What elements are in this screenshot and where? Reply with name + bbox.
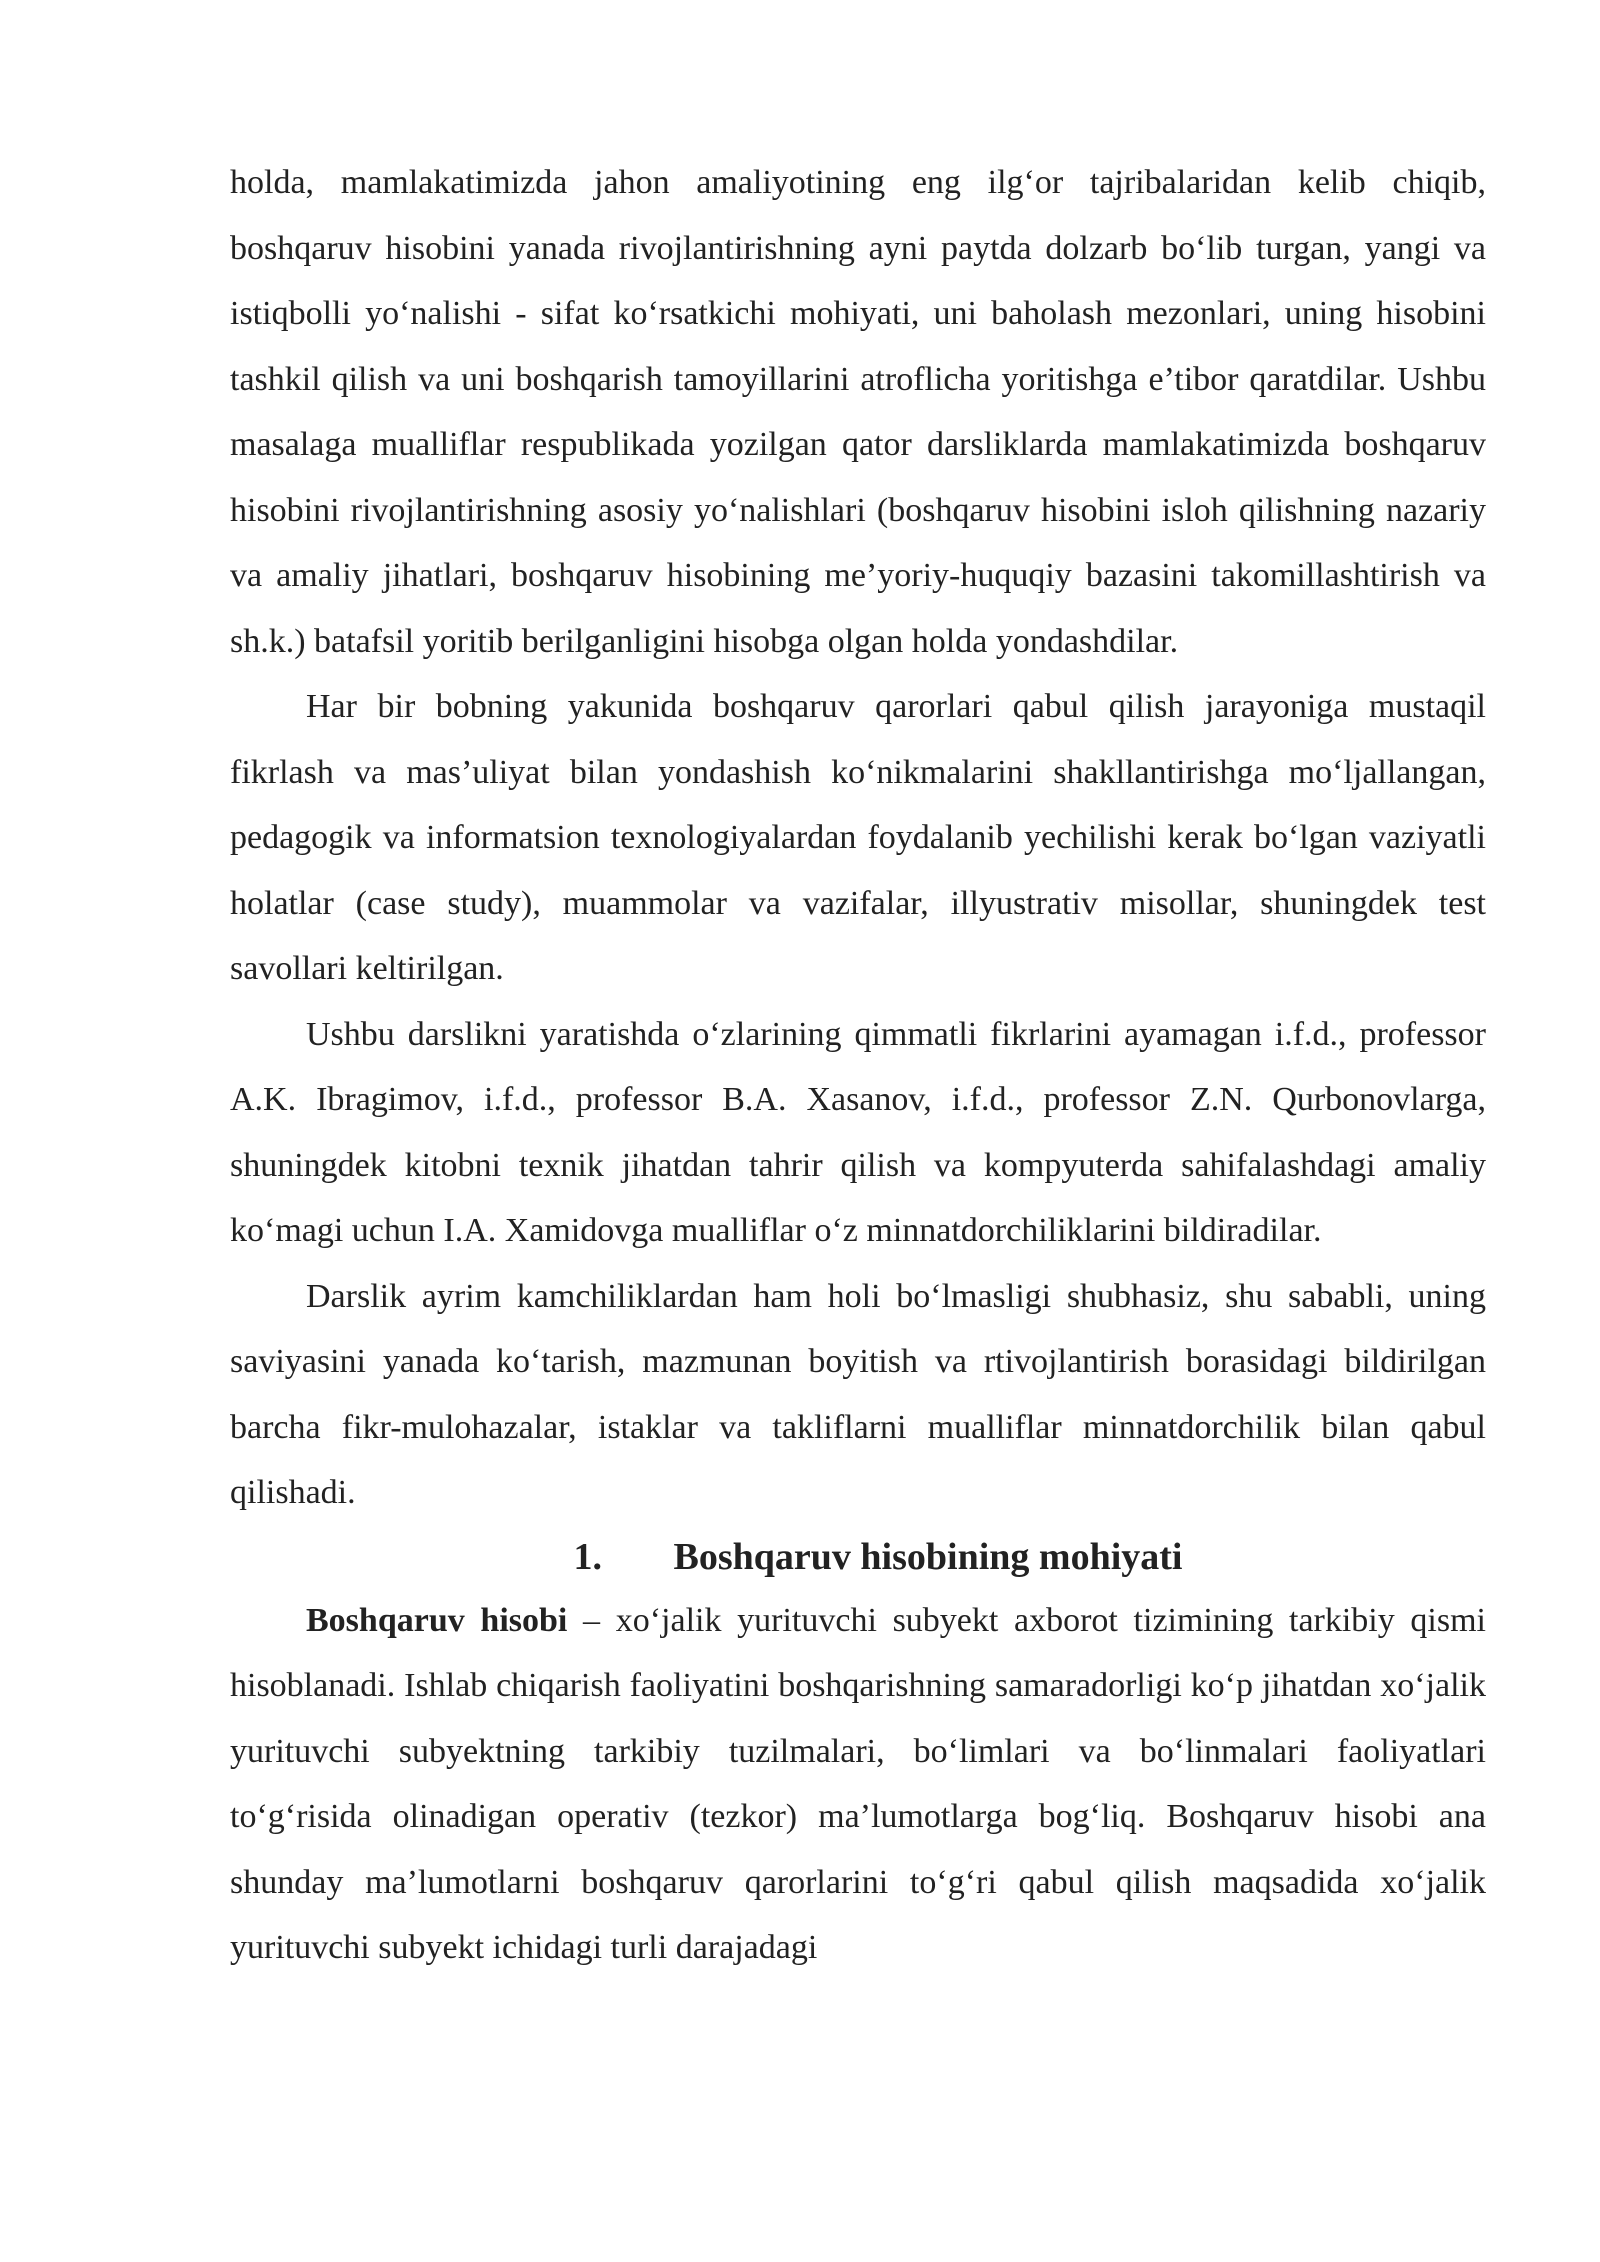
section-heading <box>230 1526 1486 1588</box>
paragraph-definition <box>230 1588 1486 1981</box>
definition-text: – xo‘jalik yurituvchi subyekt axborot tizimining tarkibiy qismi hisoblanadi. Ishlab chiqarish faoliyatini boshqarishning samaradorligi ko‘p jihatdan xo‘jalik yurituvchi subyektning tarkibiy tuzilmalari, bo‘limlari va bo‘linmalari faoliyatlari to‘g‘risida olinadigan operativ (tezkor) ma’lumotlarga bog‘liq. Boshqaruv hisobi ana shunday ma’lumotlarni boshqaruv qarorlarini to‘g‘ri qabul qilish maqsadida xo‘jalik yurituvchi subyekt ichidagi turli darajadagi <box>230 1601 1486 1966</box>
document-page <box>230 150 1486 1981</box>
paragraph-intro-continuation: holda, mamlakatimizda jahon amaliyotining eng ilg‘or tajribalaridan kelib chiqib, boshqaruv hisobini yanada rivojlantirishning ayni paytda dolzarb bo‘lib turgan, yangi va istiqbolli yo‘nalishi - sifat ko‘rsatkichi mohiyati, uni baholash mezonlari, uning hisobini tashkil qilish va uni boshqarish tamoyillarini atroflicha yoritishga e’tibor qaratdilar. Ushbu masalaga mualliflar respublikada yozilgan qator darsliklarda mamlakatimizda boshqaruv hisobini rivojlantirishning asosiy yo‘nalishlari (boshqaruv hisobini isloh qilishning nazariy va amaliy jihatlari, boshqaruv hisobining me’yoriy-huquqiy bazasini takomillashtirish va sh.k.) batafsil yoritib berilganligini hisobga olgan holda yondashdilar. <box>230 164 1486 660</box>
definition-term: Boshqaruv hisobi <box>306 1601 568 1639</box>
paragraph-feedback: Darslik ayrim kamchiliklardan ham holi bo‘lmasligi shubhasiz, shu sababli, uning saviyasini yanada ko‘tarish, mazmunan boyitish va rtivojlantirish borasidagi bildirilgan barcha fikr-mulohazalar, istaklar va takliflarni mualliflar minnatdorchilik bilan qabul qilishadi. <box>230 1277 1486 1511</box>
paragraph-chapter-exercises: Har bir bobning yakunida boshqaruv qarorlari qabul qilish jarayoniga mustaqil fikrlash va mas’uliyat bilan yondashish ko‘nikmalarini shakllantirishga mo‘ljallangan, pedagogik va informatsion texnologiyalardan foydalanib yechilishi kerak bo‘lgan vaziyatli holatlar (case study), muammolar va vazifalar, illyustrativ misollar, shuningdek test savollari keltirilgan. <box>230 688 1486 987</box>
section-title: Boshqaruv hisobining mohiyati <box>673 1535 1183 1578</box>
section-number: 1. <box>573 1535 603 1578</box>
paragraph-acknowledgements: Ushbu darslikni yaratishda o‘zlarining qimmatli fikrlarini ayamagan i.f.d., professor A.K. Ibragimov, i.f.d., professor B.A. Xasanov, i.f.d., professor Z.N. Qurbonovlarga, shuningdek kitobni texnik jihatdan tahrir qilish va kompyuterda sahifalashdagi amaliy ko‘magi uchun I.A. Xamidovga mualliflar o‘z minnatdorchiliklarini bildiradilar. <box>230 1015 1486 1249</box>
